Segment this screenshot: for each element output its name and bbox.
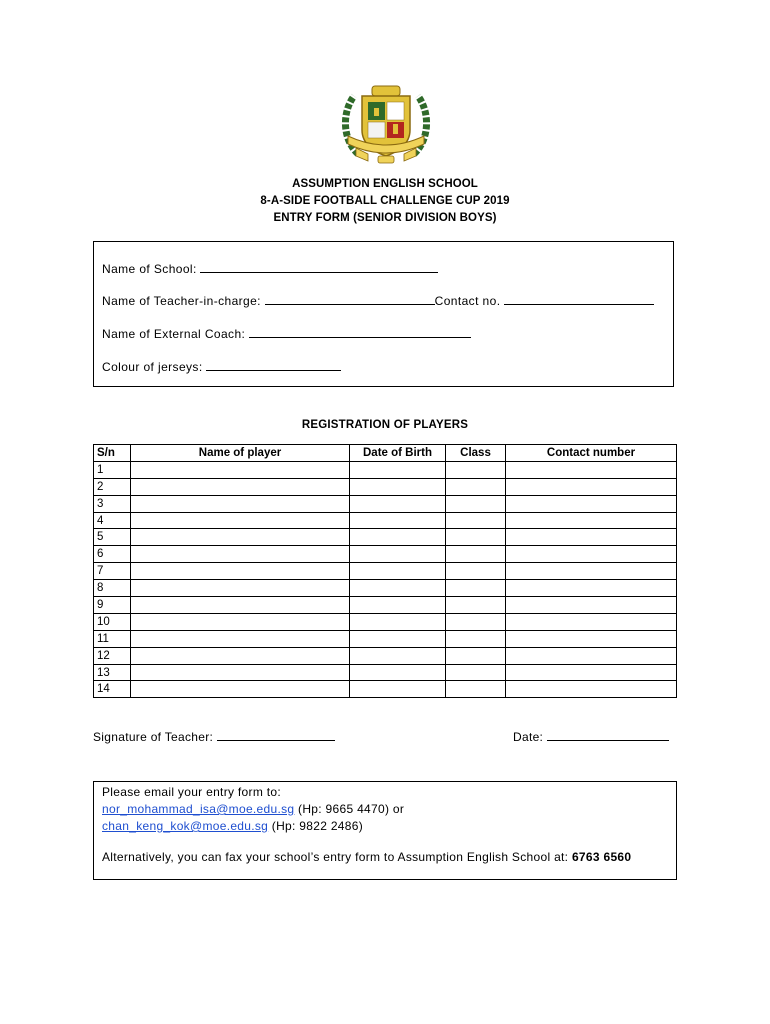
submission-info-box	[93, 781, 677, 880]
row-sn: 6	[94, 546, 131, 563]
player-name-cell[interactable]	[131, 630, 350, 647]
table-row	[94, 563, 677, 580]
fax-number: 6763 6560	[571, 850, 632, 864]
player-name-cell[interactable]	[131, 681, 350, 698]
row-sn: 10	[94, 613, 131, 630]
event-title: 8-A-SIDE FOOTBALL CHALLENGE CUP 2019	[260, 195, 510, 207]
contact-cell[interactable]	[506, 613, 677, 630]
dob-cell[interactable]	[350, 613, 446, 630]
contact-cell[interactable]	[506, 461, 677, 478]
coach-name-field[interactable]	[249, 325, 471, 338]
row-sn: 14	[94, 681, 131, 698]
jersey-row	[102, 358, 341, 374]
row-sn: 2	[94, 478, 131, 495]
school-name-title: ASSUMPTION ENGLISH SCHOOL	[292, 178, 478, 190]
dob-cell[interactable]	[350, 478, 446, 495]
form-title: ENTRY FORM (SENIOR DIVISION BOYS)	[273, 212, 497, 224]
dob-cell[interactable]	[350, 580, 446, 597]
school-name-field[interactable]	[200, 260, 438, 273]
player-name-cell[interactable]	[131, 664, 350, 681]
email-link-1[interactable]: nor_mohammad_isa@moe.edu.sg	[102, 802, 295, 816]
dob-cell[interactable]	[350, 630, 446, 647]
school-crest	[338, 84, 434, 166]
dob-cell[interactable]	[350, 461, 446, 478]
email-intro: Please email your entry form to:	[102, 785, 281, 799]
player-name-cell[interactable]	[131, 461, 350, 478]
contact-line-1	[102, 802, 404, 816]
player-name-cell[interactable]	[131, 613, 350, 630]
jersey-colour-field[interactable]	[206, 358, 341, 371]
col-header-contact: Contact number	[506, 445, 677, 462]
table-row	[94, 546, 677, 563]
phone-1: (Hp: 9665 4470) or	[298, 802, 405, 816]
dob-cell[interactable]	[350, 647, 446, 664]
teacher-name-field[interactable]	[265, 292, 435, 305]
row-sn: 3	[94, 495, 131, 512]
col-header-dob: Date of Birth	[350, 445, 446, 462]
class-cell[interactable]	[446, 529, 506, 546]
row-sn: 13	[94, 664, 131, 681]
contact-cell[interactable]	[506, 681, 677, 698]
player-name-cell[interactable]	[131, 478, 350, 495]
school-name-row	[102, 260, 438, 276]
table-row	[94, 664, 677, 681]
date-label: Date:	[513, 730, 544, 744]
col-header-name: Name of player	[131, 445, 350, 462]
dob-cell[interactable]	[350, 563, 446, 580]
player-name-cell[interactable]	[131, 512, 350, 529]
col-header-class: Class	[446, 445, 506, 462]
player-name-cell[interactable]	[131, 563, 350, 580]
player-name-cell[interactable]	[131, 597, 350, 614]
table-row	[94, 512, 677, 529]
contact-line-2	[102, 819, 363, 833]
table-row	[94, 529, 677, 546]
coach-label: Name of External Coach:	[102, 327, 246, 341]
player-name-cell[interactable]	[131, 529, 350, 546]
contact-cell[interactable]	[506, 647, 677, 664]
table-row	[94, 580, 677, 597]
school-name-label: Name of School:	[102, 262, 197, 276]
table-row	[94, 630, 677, 647]
class-cell[interactable]	[446, 478, 506, 495]
form-header	[0, 176, 770, 227]
contact-cell[interactable]	[506, 664, 677, 681]
date-field[interactable]	[547, 728, 669, 741]
row-sn: 11	[94, 630, 131, 647]
player-name-cell[interactable]	[131, 546, 350, 563]
dob-cell[interactable]	[350, 529, 446, 546]
class-cell[interactable]	[446, 580, 506, 597]
row-sn: 8	[94, 580, 131, 597]
contact-cell[interactable]	[506, 512, 677, 529]
table-row	[94, 613, 677, 630]
row-sn: 1	[94, 461, 131, 478]
table-row	[94, 478, 677, 495]
row-sn: 4	[94, 512, 131, 529]
contact-cell[interactable]	[506, 630, 677, 647]
phone-2: (Hp: 9822 2486)	[271, 819, 364, 833]
row-sn: 5	[94, 529, 131, 546]
class-cell[interactable]	[446, 495, 506, 512]
class-cell[interactable]	[446, 546, 506, 563]
dob-cell[interactable]	[350, 664, 446, 681]
dob-cell[interactable]	[350, 597, 446, 614]
contact-no-label: Contact no.	[434, 294, 501, 308]
contact-no-field[interactable]	[504, 292, 654, 305]
jersey-label: Colour of jerseys:	[102, 360, 203, 374]
class-cell[interactable]	[446, 647, 506, 664]
signature-label: Signature of Teacher:	[93, 730, 214, 744]
coach-row	[102, 325, 471, 341]
contact-cell[interactable]	[506, 563, 677, 580]
table-row	[94, 681, 677, 698]
table-row	[94, 495, 677, 512]
table-row	[94, 647, 677, 664]
class-cell[interactable]	[446, 512, 506, 529]
row-sn: 12	[94, 647, 131, 664]
fax-line	[102, 850, 631, 864]
school-info-box	[93, 241, 674, 387]
email-link-2[interactable]: chan_keng_kok@moe.edu.sg	[102, 819, 269, 833]
table-header-row	[94, 445, 677, 462]
class-cell[interactable]	[446, 597, 506, 614]
contact-cell[interactable]	[506, 546, 677, 563]
table-row	[94, 597, 677, 614]
dob-cell[interactable]	[350, 681, 446, 698]
teacher-row	[102, 292, 654, 308]
player-name-cell[interactable]	[131, 580, 350, 597]
player-name-cell[interactable]	[131, 495, 350, 512]
signature-field[interactable]	[217, 728, 335, 741]
row-sn: 9	[94, 597, 131, 614]
col-header-sn: S/n	[94, 445, 131, 462]
contact-cell[interactable]	[506, 580, 677, 597]
teacher-signature-row	[93, 728, 335, 744]
contact-cell[interactable]	[506, 495, 677, 512]
teacher-label: Name of Teacher-in-charge:	[102, 294, 261, 308]
player-name-cell[interactable]	[131, 647, 350, 664]
dob-cell[interactable]	[350, 512, 446, 529]
row-sn: 7	[94, 563, 131, 580]
contact-cell[interactable]	[506, 597, 677, 614]
class-cell[interactable]	[446, 681, 506, 698]
fax-text: Alternatively, you can fax your school’s entry form to Assumption English School at:	[102, 850, 569, 864]
class-cell[interactable]	[446, 563, 506, 580]
table-row	[94, 461, 677, 478]
class-cell[interactable]	[446, 613, 506, 630]
registration-title: REGISTRATION OF PLAYERS	[301, 419, 469, 431]
registration-table	[93, 444, 677, 698]
class-cell[interactable]	[446, 630, 506, 647]
dob-cell[interactable]	[350, 495, 446, 512]
contact-cell[interactable]	[506, 478, 677, 495]
class-cell[interactable]	[446, 664, 506, 681]
school-crest-icon	[338, 84, 434, 166]
date-row	[513, 728, 669, 744]
contact-cell[interactable]	[506, 529, 677, 546]
dob-cell[interactable]	[350, 546, 446, 563]
class-cell[interactable]	[446, 461, 506, 478]
